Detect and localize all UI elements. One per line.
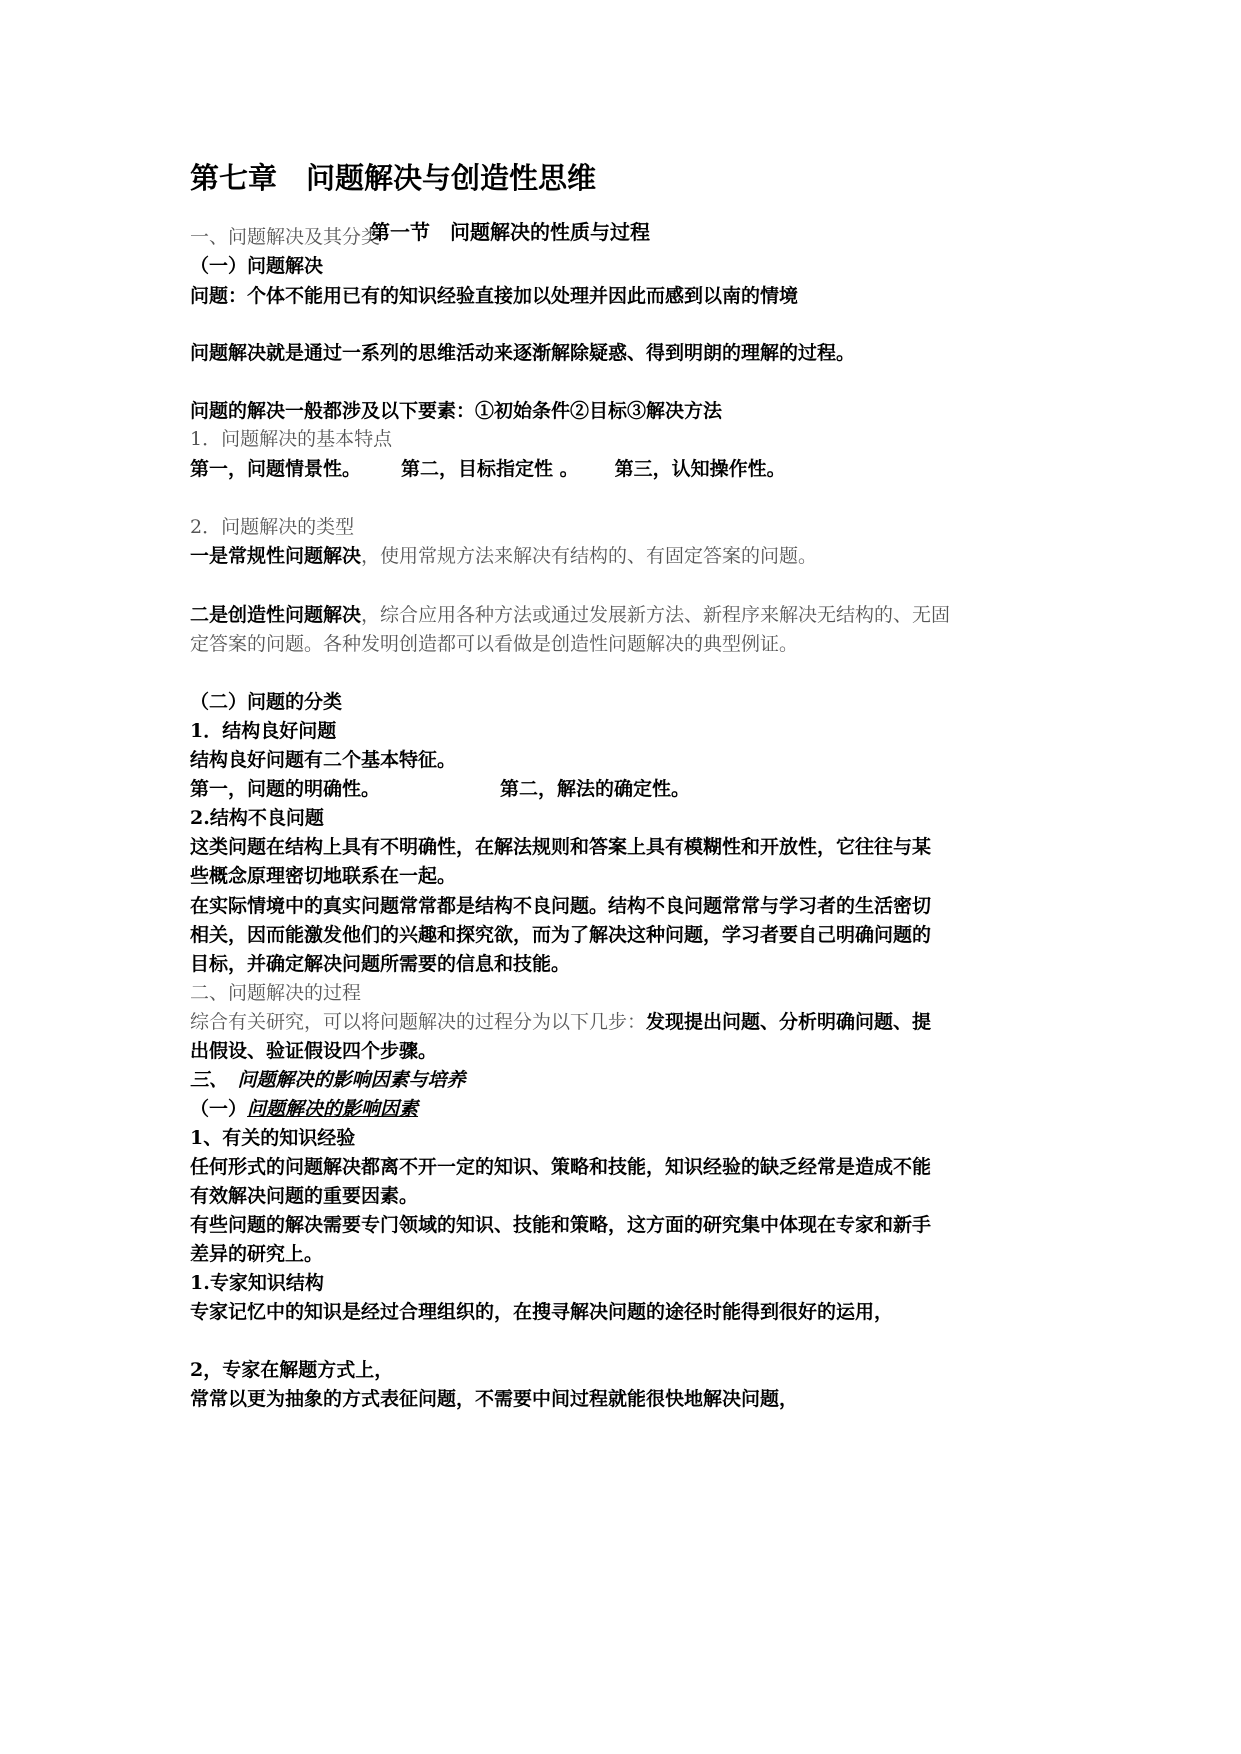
ill-defined-p2-line3: 目标，并确定解决问题所需要的信息和技能。 [190, 953, 571, 975]
ill-defined-p2-line2: 相关，因而能激发他们的兴趣和探究欲，而为了解决这种问题，学习者要自己明确问题的 [190, 924, 932, 946]
knowledge-p1-line1: 任何形式的问题解决都离不开一定的知识、策略和技能，知识经验的缺乏经常是造成不能 [190, 1156, 932, 1178]
process-line-2: 出假设、验证假设四个步骤。 [190, 1040, 438, 1062]
type-1-line [190, 544, 817, 568]
heading-2: 二、问题解决的过程 [190, 982, 362, 1004]
ill-defined-p1-line1: 这类问题在结构上具有不明确性，在解法规则和答案上具有模糊性和开放性，它往往与某 [190, 836, 932, 858]
type-2-line-1 [190, 603, 950, 627]
expert-desc: 专家记忆中的知识是经过合理组织的，在搜寻解决问题的途径时能得到很好的运用， [190, 1301, 894, 1323]
well-defined-desc: 结构良好问题有二个基本特征。 [190, 749, 457, 771]
type-2-term: 二是创造性问题解决 [190, 604, 362, 626]
expert-heading: 1.专家知识结构 [190, 1272, 324, 1294]
heading-1-2: （二）问题的分类 [190, 691, 343, 713]
expert-2-heading: 2，专家在解题方式上， [190, 1359, 394, 1381]
features-line [190, 457, 786, 481]
knowledge-heading: 1、有关的知识经验 [190, 1127, 356, 1149]
knowledge-p2-line2: 差异的研究上。 [190, 1243, 324, 1265]
process-intro: 综合有关研究，可以将问题解决的过程分为以下几步： [190, 1011, 647, 1033]
feature-3: 第三，认知操作性。 [614, 458, 786, 480]
well-defined-feature-2: 第二，解法的确定性。 [500, 778, 691, 800]
heading-3-1-text: 问题解决的影响因素 [247, 1098, 419, 1120]
feature-1: 第一，问题情景性。 [190, 458, 362, 480]
heading-1-1: （一）问题解决 [190, 255, 324, 277]
feature-2: 第二，目标指定性 。 [401, 458, 579, 480]
ill-defined-heading: 2.结构不良问题 [190, 807, 324, 829]
knowledge-p1-line2: 有效解决问题的重要因素。 [190, 1185, 419, 1207]
types-heading: 2．问题解决的类型 [190, 516, 355, 538]
ill-defined-p1-line2: 些概念原理密切地联系在一起。 [190, 865, 457, 887]
heading-1: 一、问题解决及其分类 [190, 226, 381, 248]
ill-defined-p2-line1: 在实际情境中的真实问题常常都是结构不良问题。结构不良问题常常与学习者的生活密切 [190, 895, 932, 917]
section-title: 第一节 问题解决的性质与过程 [370, 220, 650, 244]
type-2-line-2: 定答案的问题。各种发明创造都可以看做是创造性问题解决的典型例证。 [190, 633, 799, 655]
definition-problem: 问题：个体不能用已有的知识经验直接加以处理并因此而感到以南的情境 [190, 285, 799, 307]
heading-3-1 [190, 1097, 418, 1121]
heading-3: 三、 问题解决的影响因素与培养 [190, 1069, 466, 1091]
knowledge-p2-line1: 有些问题的解决需要专门领域的知识、技能和策略，这方面的研究集中体现在专家和新手 [190, 1214, 932, 1236]
well-defined-heading: 1．结构良好问题 [190, 720, 337, 742]
process-line-1 [190, 1010, 931, 1034]
process-steps-1: 发现提出问题、分析明确问题、提 [646, 1011, 932, 1033]
well-defined-features [190, 777, 690, 801]
type-2-desc-1: ，综合应用各种方法或通过发展新方法、新程序来解决无结构的、无固 [361, 604, 951, 626]
expert-2-desc: 常常以更为抽象的方式表征问题，不需要中间过程就能很快地解决问题， [190, 1388, 799, 1410]
well-defined-feature-1: 第一，问题的明确性。 [190, 778, 381, 800]
features-heading: 1．问题解决的基本特点 [190, 428, 393, 450]
chapter-title: 第七章 问题解决与创造性思维 [190, 161, 597, 195]
definition-problem-solving: 问题解决就是通过一系列的思维活动来逐渐解除疑惑、得到明朗的理解的过程。 [190, 342, 856, 364]
elements-line: 问题的解决一般都涉及以下要素：①初始条件②目标③解决方法 [190, 400, 723, 422]
type-1-term: 一是常规性问题解决 [190, 545, 362, 567]
type-1-desc: ，使用常规方法来解决有结构的、有固定答案的问题。 [361, 545, 818, 567]
heading-3-1-prefix: （一） [190, 1098, 248, 1120]
